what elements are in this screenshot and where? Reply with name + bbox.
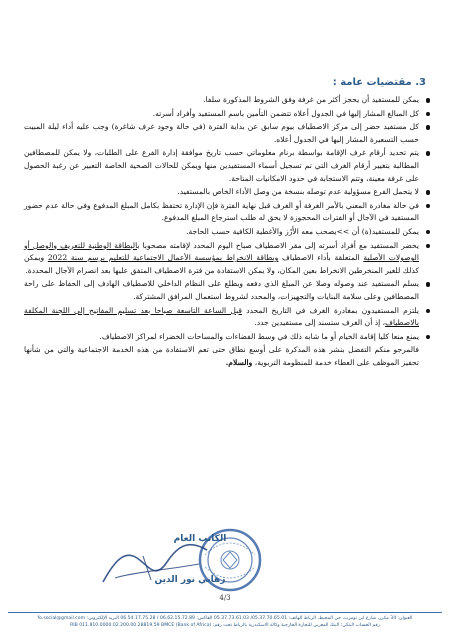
- bullet-text: لا يتحمل الفرع مسؤولية عدم توصله بنسخة من وصل الأداء الخاص بالمستفيد.: [177, 187, 419, 197]
- bullet-text: كل المبالغ المشار إليها في الجدول أعلاه تتضمن التأمين باسم المستفيد وأفراد أسرته.: [152, 108, 419, 118]
- bullet-marker: [426, 282, 431, 287]
- bullet-marker: [426, 230, 431, 235]
- bullet-marker: [426, 204, 431, 209]
- footer-bank-line: رقم الحساب البنكي: البنك المغربي للتجارة الخارجية وكالة الاسكندرية بالرباط تحت رقم: RIB 011.810.0000.02.200.00.28819.59 BMCE (Bank of Africa): [70, 623, 380, 628]
- bullet-marker: [426, 335, 431, 340]
- bullet-text: يمكن للمستفيد أن يحجز أكثر من غرفة وفق الشروط المذكورة سلفا.: [203, 95, 419, 104]
- footer-contact: [8, 612, 442, 629]
- bullet-text: وبطاقة الانخراط بمؤسسة الأعمال الاجتماعية للتعليم برسم سنة 2022: [47, 253, 279, 263]
- bullet-text: يسلم المستفيد عند وصوله وصلا عن المبلغ الذي دفعه ويطلع على النظام الداخلي للاصطياف الهادف إلى الحفاظ على راحة المصطافين وعلى سلامة البنايات والتجهيزات، والمحدد لشروط استعمال المرافق المشتركة.: [24, 279, 419, 301]
- bullet-marker: [426, 309, 431, 314]
- bullet-text: بالبطاقة الوطنية للتعريف والوصل أو الوصولات الأصلية: [24, 240, 419, 263]
- bullet-marker: [426, 190, 431, 195]
- bullet-item: [24, 108, 430, 121]
- page-number: 4/3: [219, 594, 231, 602]
- bullet-text: ويمكن كذلك للغير المنخرطين الانخراط بعين المكان، ولا يمكن الاستفادة من فترة الاصطياف المتفق عليها بعد انصرام الآجال المحددة.: [24, 253, 419, 275]
- bullet-item: [24, 147, 430, 185]
- footer-address-line: العنوان: 34 مكرر، شارع ابن تومرت، حي المحيط، الرباط الهاتف: 05.37.70.65.01/ 05.37.73.61.03 الفاكس: 06.62.15.72.89 / 06.54.17.75.28 البريد الإلكتروني: fo.social@gmail.com: [37, 616, 413, 621]
- bullet-text: كل مستفيد حضر إلى مركز الاصطياف بيوم سابق عن بداية الفترة (في حالة وجود غرف شاغرة) وجب عليه أداء ليلة المبيت حسب التسعيرة المشار إليها في الجدول أعلاه.: [24, 122, 419, 144]
- bullet-text: يمكن للمستفيد(ة) أن >>يصحب معه الأَرْز والأغطية الكافية حسب الحاجة.: [186, 226, 419, 236]
- bullet-text: يلتزم المستفيدون بمغادرة الغرف في التاريخ المحدد: [242, 305, 419, 315]
- bullet-item: [24, 200, 430, 225]
- signatory-name: زهاني نور الدين: [154, 575, 226, 585]
- bullet-text: يتم تحديد أرقام غرف الإقامة بواسطة برنام معلوماتي حسب تاريخ موافقة إدارة الفرع على الطلبات، ولا يمكن للمصطافين المطالبة بتغيير أرقام الغرف التي تم تسجيل أسماء المستفيدين منها ويمكن للحالات الصحية الخاصة التعبير عن رغبة الحصول على غرفة معينة، وتتم الاستجابة في حدود الامكانيات المتاحة.: [24, 148, 419, 183]
- body-content: [24, 94, 430, 369]
- closing-text: والسلام.: [225, 357, 253, 367]
- bullet-item: [24, 278, 430, 303]
- bullet-marker: [426, 151, 431, 156]
- section-heading: 3. مقتضيات عامة :: [332, 77, 426, 88]
- bullet-text: يمنع منعا كليا إقامة الخيام أو ما شابه ذلك في وسط الفضاءات والمساحات الخضراء لمراكز الاصطياف.: [99, 331, 419, 341]
- bullet-item: [24, 331, 430, 344]
- bullet-item: [24, 121, 430, 146]
- bullet-text: يحضر المستفيد مع أفراد أسرته إلى مقر الاصطياف صباح اليوم المحدد لإقامته مصحوبا: [139, 240, 419, 250]
- bullet-item: [24, 305, 430, 330]
- bullet-text: في حالة مغادرة المعني بالأمر الغرفة أو الغرف قبل نهاية الفترة فإن الإدارة تحتفظ بكامل المبلغ المدفوع وفي حالة عدم حضور المستفيد في الآجال أو الفترات المحجوزة لا يحق له طلب استرجاع المبلغ المدفوع.: [24, 200, 419, 223]
- closing-paragraph: [24, 344, 430, 369]
- bullet-marker: [426, 125, 431, 130]
- bullet-item: [24, 94, 430, 107]
- bullet-text: المتعلقة بأداء الاصطياف: [278, 253, 364, 263]
- bullet-item: [24, 240, 430, 278]
- bullet-text: قبل الساعة التاسعة صباحا بعد تسليم المفاتيح إلى اللجنة المكلفة بالاصطياف: [24, 305, 419, 328]
- bullet-item: [24, 186, 430, 199]
- signatory-title: الكاتب العام: [173, 534, 227, 544]
- bullet-item: [24, 226, 430, 239]
- handwritten-signature: [95, 520, 215, 600]
- closing-text: فالمرجو منكم التفضل بنشر هذه المذكرة على أوسع نطاق حتى تعم الاستفادة من هذه الخدمة الاجتماعية والتي من شأنها تحفيز الموظف على العطاء خدمة للمنظومة التربوية،: [24, 345, 419, 367]
- bullet-marker: [426, 112, 431, 117]
- bullet-text: ، إذ أن الغرف ستسند إلى مستفيدين جدد.: [254, 318, 386, 328]
- bullet-marker: [426, 244, 431, 249]
- bullet-marker: [426, 98, 431, 103]
